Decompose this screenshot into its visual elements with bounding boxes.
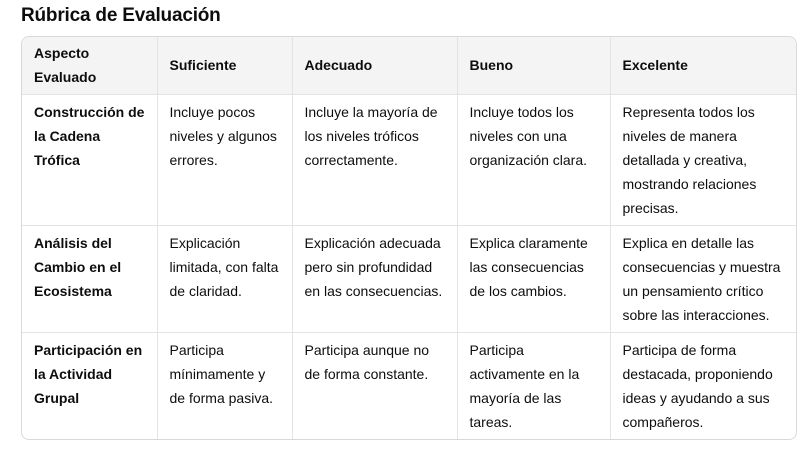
table-cell: Explicación limitada, con falta de claridad. [157,225,292,332]
table-body [22,94,796,439]
table-cell: Participa mínimamente y de forma pasiva. [157,332,292,439]
page-title: Rúbrica de Evaluación [21,5,221,26]
table-cell: Incluye todos los niveles con una organización clara. [457,94,610,225]
table-cell: Explica claramente las consecuencias de los cambios. [457,225,610,332]
table-cell: Explica en detalle las consecuencias y muestra un pensamiento crítico sobre las interacciones. [610,225,796,332]
table-header [22,37,796,94]
header-suficiente: Suficiente [157,37,292,94]
table-cell: Incluye pocos niveles y algunos errores. [157,94,292,225]
table-cell: Incluye la mayoría de los niveles tróficos correctamente. [292,94,457,225]
rubric-table-container [21,36,797,440]
table-cell: Participa activamente en la mayoría de las tareas. [457,332,610,439]
row-aspect: Análisis del Cambio en el Ecosistema [22,225,157,332]
row-aspect: Construcción de la Cadena Trófica [22,94,157,225]
table-row [22,94,796,225]
table-cell: Representa todos los niveles de manera detallada y creativa, mostrando relaciones precisas. [610,94,796,225]
table-cell: Participa aunque no de forma constante. [292,332,457,439]
row-aspect: Participación en la Actividad Grupal [22,332,157,439]
table-row [22,332,796,439]
header-adecuado: Adecuado [292,37,457,94]
table-cell: Participa de forma destacada, proponiendo ideas y ayudando a sus compañeros. [622,341,773,430]
header-aspect: Aspecto Evaluado [22,37,157,94]
header-row [22,37,796,94]
rubric-table [22,37,796,439]
table-cell: Explicación adecuada pero sin profundidad en las consecuencias. [292,225,457,332]
header-excelente: Excelente [610,37,796,94]
table-row [22,225,796,332]
header-bueno: Bueno [457,37,610,94]
